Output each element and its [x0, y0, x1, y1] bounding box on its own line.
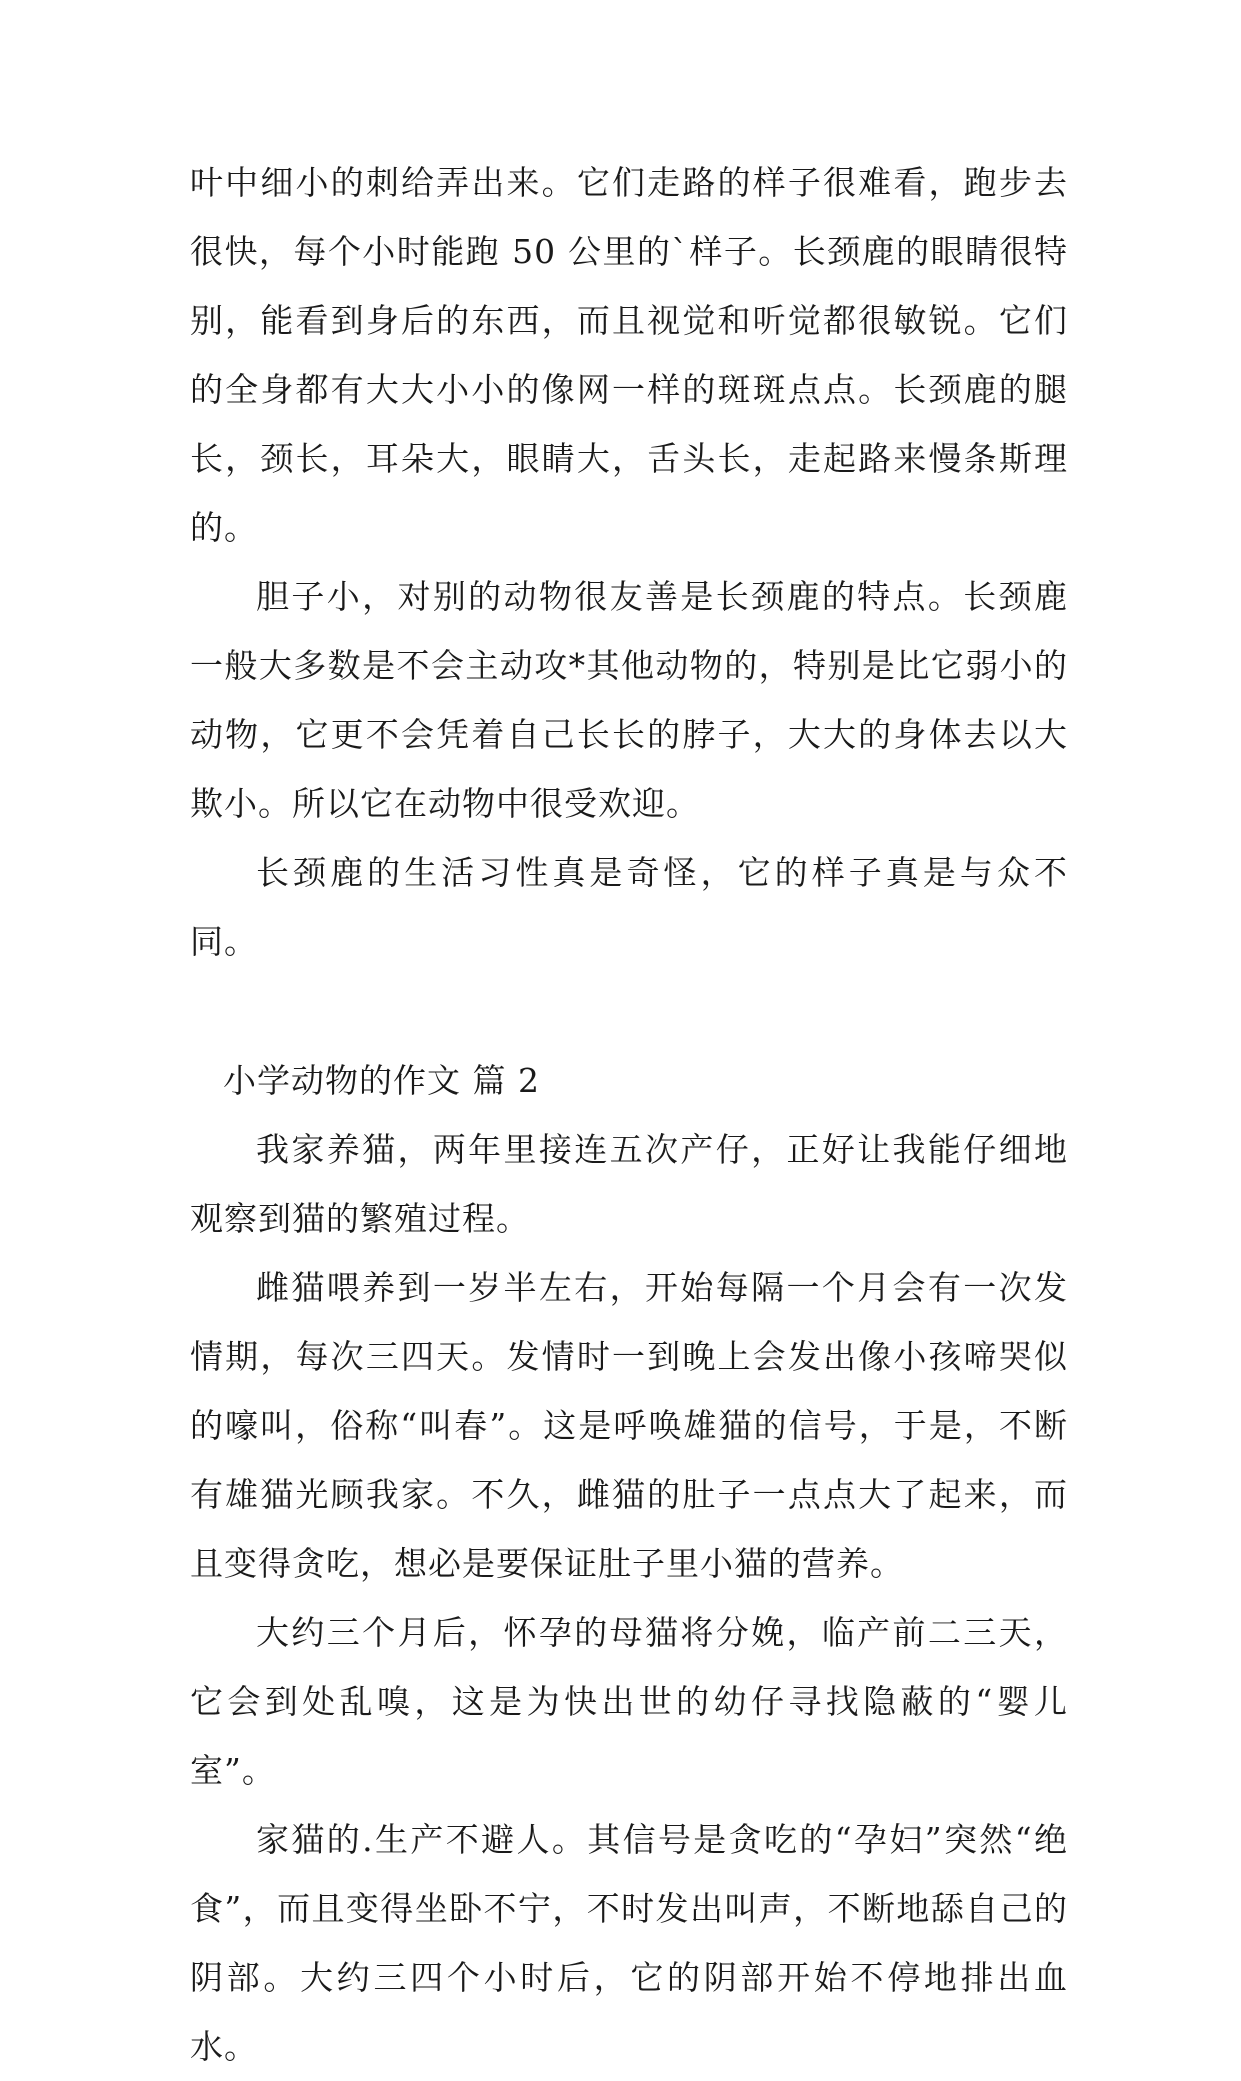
paragraph-giraffe-temperament: 胆子小，对别的动物很友善是长颈鹿的特点。长颈鹿一般大多数是不会主动攻*其他动物的，特别是比它弱小的动物，它更不会凭着自己长长的脖子，大大的身体去以大欺小。所以它在动物中很受欢迎。: [190, 577, 1068, 823]
paragraph-cat-pregnancy: 大约三个月后，怀孕的母猫将分娩，临产前二三天，它会到处乱嗅，这是为快出世的幼仔寻找隐蔽的“婴儿室”。: [190, 1613, 1068, 1790]
paragraph-giraffe-description: 叶中细小的刺给弄出来。它们走路的样子很难看，跑步去很快，每个小时能跑 50 公里的`样子。长颈鹿的眼睛很特别，能看到身后的东西，而且视觉和听觉都很敏锐。它们的全身都有大大小小的像网一样的斑斑点点。长颈鹿的腿长，颈长，耳朵大，眼睛大，舌头长，走起路来慢条斯理的。: [190, 163, 1068, 547]
section-heading: 小学动物的作文 篇 2: [223, 1061, 540, 1100]
paragraph-cat-intro: 我家养猫，两年里接连五次产仔，正好让我能仔细地观察到猫的繁殖过程。: [190, 1130, 1068, 1238]
paragraph-cat-estrus: 雌猫喂养到一岁半左右，开始每隔一个月会有一次发情期，每次三四天。发情时一到晚上会发出像小孩啼哭似的嚎叫，俗称“叫春”。这是呼唤雄猫的信号，于是，不断有雄猫光顾我家。不久，雌猫的肚子一点点大了起来，而且变得贪吃，想必是要保证肚子里小猫的营养。: [190, 1268, 1068, 1583]
paragraph-giraffe-conclusion: 长颈鹿的生活习性真是奇怪，它的样子真是与众不同。: [190, 853, 1068, 961]
paragraph-cat-birth: 家猫的.生产不避人。其信号是贪吃的“孕妇”突然“绝食”，而且变得坐卧不宁，不时发出叫声，不断地舔自己的阴部。大约三四个小时后，它的阴部开始不停地排出血水。: [190, 1820, 1068, 2066]
document-body: [190, 148, 1068, 2081]
